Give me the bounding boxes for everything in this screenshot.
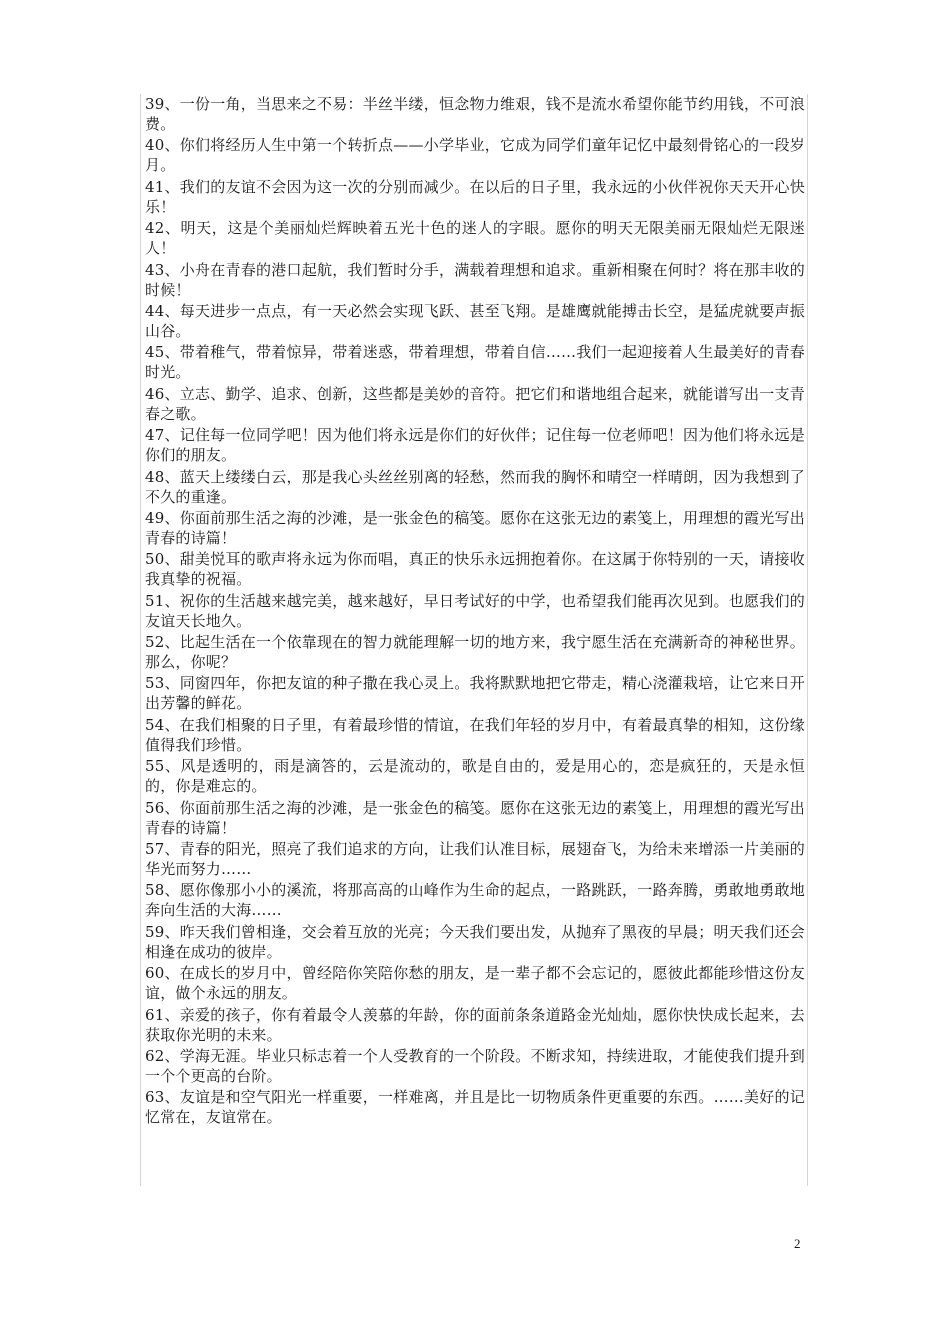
list-item: 62、学海无涯。毕业只标志着一个人受教育的一个阶段。不断求知，持续进取，才能使我们提升到一个个更高的台阶。 [145, 1046, 805, 1085]
list-item: 63、友谊是和空气阳光一样重要，一样难离，并且是比一切物质条件更重要的东西。……美好的记忆常在，友谊常在。 [145, 1088, 805, 1127]
list-item: 60、在成长的岁月中，曾经陪你笑陪你愁的朋友，是一辈子都不会忘记的，愿彼此都能珍惜这份友谊，做个永远的朋友。 [145, 964, 805, 1003]
list-item: 54、在我们相聚的日子里，有着最珍惜的情谊，在我们年轻的岁月中，有着最真挚的相知，这份缘值得我们珍惜。 [145, 715, 805, 754]
list-item: 48、蓝天上缕缕白云，那是我心头丝丝别离的轻愁，然而我的胸怀和晴空一样晴朗，因为我想到了不久的重逢。 [145, 467, 805, 506]
list-item: 41、我们的友谊不会因为这一次的分别而减少。在以后的日子里，我永远的小伙伴祝你天天开心快乐！ [145, 177, 805, 216]
list-item: 47、记住每一位同学吧！因为他们将永远是你们的好伙伴；记住每一位老师吧！因为他们将永远是你们的朋友。 [145, 426, 805, 465]
list-item: 46、立志、勤学、追求、创新，这些都是美妙的音符。把它们和谐地组合起来，就能谱写出一支青春之歌。 [145, 384, 805, 423]
list-item: 61、亲爱的孩子，你有着最令人羡慕的年龄，你的面前条条道路金光灿灿，愿你快快成长起来，去获取你光明的未来。 [145, 1005, 805, 1044]
list-item: 42、明天，这是个美丽灿烂辉映着五光十色的迷人的字眼。愿你的明天无限美丽无限灿烂无限迷人！ [145, 219, 805, 258]
list-item: 49、你面前那生活之海的沙滩，是一张金色的稿笺。愿你在这张无边的素笺上，用理想的霞光写出青春的诗篇！ [145, 508, 805, 547]
list-item: 57、青春的阳光，照亮了我们追求的方向，让我们认准目标，展翅奋飞，为给未来增添一片美丽的华光而努力…… [145, 840, 805, 879]
list-item: 39、一份一角，当思来之不易：半丝半缕，恒念物力维艰，钱不是流水希望你能节约用钱，不可浪费。 [145, 95, 805, 133]
list-item: 44、每天进步一点点，有一天必然会实现飞跃、甚至飞翔。是雄鹰就能搏击长空，是猛虎就要声振山谷。 [145, 301, 805, 340]
list-item: 50、甜美悦耳的歌声将永远为你而唱，真正的快乐永远拥抱着你。在这属于你特别的一天，请接收我真挚的祝福。 [145, 550, 805, 589]
list-item: 55、风是透明的，雨是滴答的，云是流动的，歌是自由的，爱是用心的，恋是疯狂的，天是永恒的，你是难忘的。 [145, 757, 805, 796]
page-number: 2 [794, 1236, 801, 1251]
list-item: 51、祝你的生活越来越完美，越来越好，早日考试好的中学，也希望我们能再次见到。也愿我们的友谊天长地久。 [145, 591, 805, 630]
list-item: 56、你面前那生活之海的沙滩，是一张金色的稿笺。愿你在这张无边的素笺上，用理想的霞光写出青春的诗篇！ [145, 798, 805, 837]
list-item: 53、同窗四年，你把友谊的种子撒在我心灵上。我将默默地把它带走，精心浇灌栽培，让它来日开出芳馨的鲜花。 [145, 674, 805, 713]
list-item: 45、带着稚气，带着惊异，带着迷惑，带着理想，带着自信……我们一起迎接着人生最美好的青春时光。 [145, 343, 805, 382]
list-item: 52、比起生活在一个依靠现在的智力就能理解一切的地方来，我宁愿生活在充满新奇的神秘世界。那么，你呢？ [145, 633, 805, 672]
list-item: 43、小舟在青春的港口起航，我们暂时分手，满载着理想和追求。重新相聚在何时？将在那丰收的时候！ [145, 260, 805, 299]
text-column [140, 94, 808, 1186]
list-item: 58、愿你像那小小的溪流，将那高高的山峰作为生命的起点，一路跳跃，一路奔腾，勇敢地勇敢地奔向生活的大海…… [145, 881, 805, 920]
list-item: 59、昨天我们曾相逢，交会着互放的光亮；今天我们要出发，从抛弃了黑夜的早晨；明天我们还会相逢在成功的彼岸。 [145, 922, 805, 961]
list-item: 40、你们将经历人生中第一个转折点——小学毕业，它成为同学们童年记忆中最刻骨铭心的一段岁月。 [145, 136, 805, 175]
